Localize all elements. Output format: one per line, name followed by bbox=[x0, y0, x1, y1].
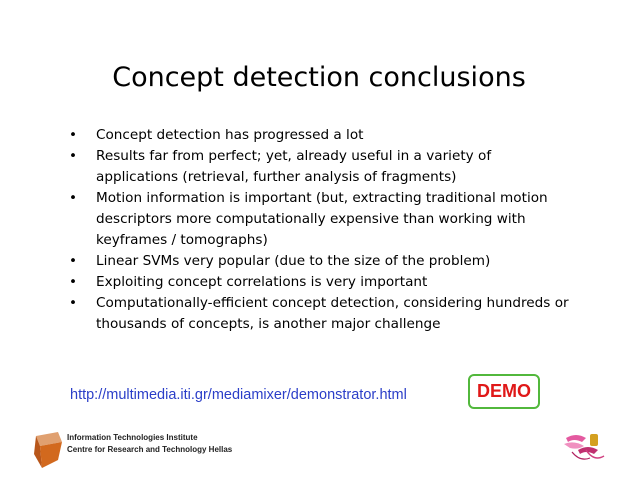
bullet-item: • Concept detection has progressed a lot bbox=[66, 125, 576, 146]
bullet-item: • Linear SVMs very popular (due to the size of the problem) bbox=[66, 251, 576, 272]
bullet-item: • Computationally-efficient concept detection, considering hundreds or thousands of concepts, is another major challenge bbox=[66, 293, 576, 335]
footer-line-2: Centre for Research and Technology Hellas bbox=[67, 445, 233, 454]
footer-line-1: Information Technologies Institute bbox=[67, 433, 198, 442]
bullet-list bbox=[66, 125, 576, 335]
mediamixer-logo bbox=[560, 428, 610, 468]
bullet-item: • Motion information is important (but, extracting traditional motion descriptors more computationally expensive than working with keyframes / tomographs) bbox=[66, 188, 576, 251]
footer-institute bbox=[67, 432, 232, 456]
iti-logo bbox=[32, 430, 64, 470]
bullet-item: • Results far from perfect; yet, already useful in a variety of applications (retrieval, further analysis of fragments) bbox=[66, 146, 576, 188]
demonstrator-link[interactable]: http://multimedia.iti.gr/mediamixer/demonstrator.html bbox=[70, 387, 407, 403]
bullet-item: • Exploiting concept correlations is very important bbox=[66, 272, 576, 293]
demo-button[interactable]: DEMO bbox=[468, 374, 540, 409]
slide-title: Concept detection conclusions bbox=[112, 62, 526, 93]
